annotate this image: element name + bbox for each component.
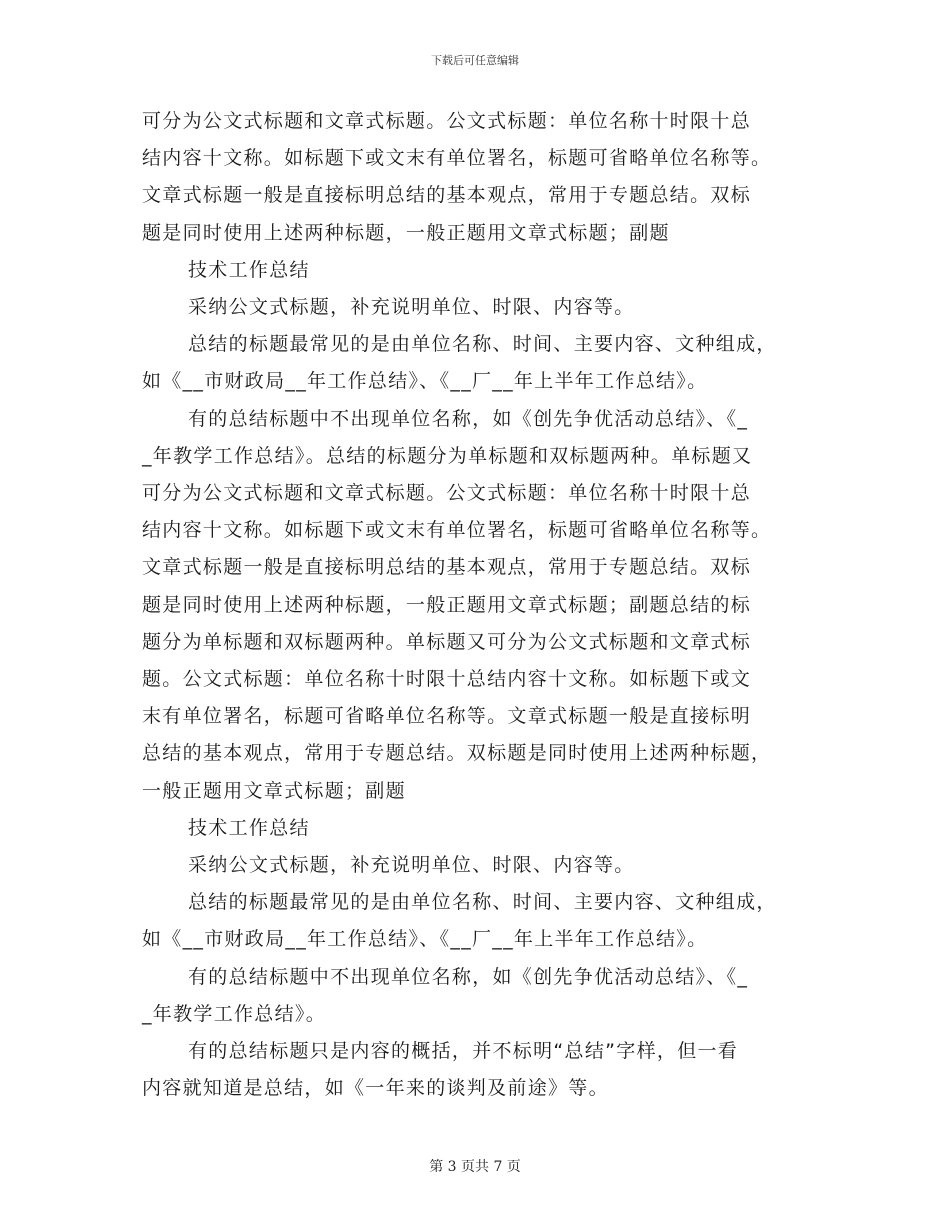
text-line: 有的总结标题中不出现单位名称，如《创先争优活动总结》、《_ — [188, 407, 749, 430]
text-line: 末有单位署名，标题可省略单位名称等。文章式标题一般是直接标明 — [142, 705, 752, 728]
text-line: 技术工作总结 — [188, 816, 310, 839]
text-line: 文章式标题一般是直接标明总结的基本观点，常用于专题总结。双标 — [142, 556, 752, 579]
text-line: 如《__市财政局__年工作总结》、《__厂__年上半年工作总结》。 — [142, 370, 708, 393]
text-line: 题是同时使用上述两种标题，一般正题用文章式标题；副题 — [142, 221, 670, 244]
page-footer: 第 3 页共 7 页 — [429, 1159, 521, 1175]
text-line: 题。公文式标题：单位名称十时限十总结内容十文称。如标题下或文 — [142, 668, 752, 691]
text-line: 总结的标题最常见的是由单位名称、时间、主要内容、文种组成， — [188, 333, 777, 356]
text-line: 如《__市财政局__年工作总结》、《__厂__年上半年工作总结》。 — [142, 928, 708, 951]
text-line: _年教学工作总结》。 — [142, 1002, 327, 1025]
text-line: 结内容十文称。如标题下或文末有单位署名，标题可省略单位名称等。 — [142, 519, 772, 542]
text-line: 一般正题用文章式标题；副题 — [142, 779, 406, 802]
text-line: 有的总结标题中不出现单位名称，如《创先争优活动总结》、《_ — [188, 965, 749, 988]
text-line: 文章式标题一般是直接标明总结的基本观点，常用于专题总结。双标 — [142, 184, 752, 207]
page-header: 下载后可任意编辑 — [431, 54, 519, 67]
text-line: 题是同时使用上述两种标题，一般正题用文章式标题；副题总结的标 — [142, 593, 752, 616]
text-line: 题分为单标题和双标题两种。单标题又可分为公文式标题和文章式标 — [142, 630, 752, 653]
text-line: 有的总结标题只是内容的概括，并不标明“总结”字样，但一看 — [188, 1040, 739, 1063]
document-body — [142, 103, 812, 1107]
text-line: 内容就知道是总结，如《一年来的谈判及前途》等。 — [142, 1077, 609, 1100]
text-line: 可分为公文式标题和文章式标题。公文式标题：单位名称十时限十总 — [142, 110, 752, 132]
text-line: 总结的标题最常见的是由单位名称、时间、主要内容、文种组成， — [188, 891, 777, 914]
text-line: 技术工作总结 — [188, 258, 310, 281]
text-line: 总结的基本观点，常用于专题总结。双标题是同时使用上述两种标题， — [142, 742, 772, 765]
text-line: _年教学工作总结》。总结的标题分为单标题和双标题两种。单标题又 — [142, 444, 753, 467]
text-line: 可分为公文式标题和文章式标题。公文式标题：单位名称十时限十总 — [142, 482, 752, 505]
text-line: 结内容十文称。如标题下或文末有单位署名，标题可省略单位名称等。 — [142, 147, 772, 170]
text-line: 采纳公文式标题，补充说明单位、时限、内容等。 — [188, 854, 635, 877]
text-line: 采纳公文式标题，补充说明单位、时限、内容等。 — [188, 296, 635, 319]
